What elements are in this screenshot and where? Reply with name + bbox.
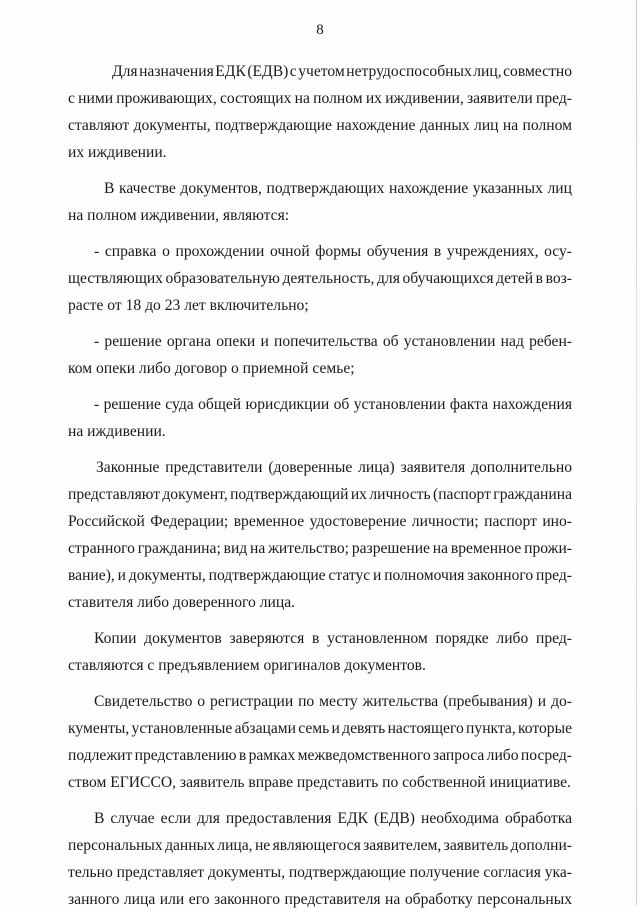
paragraph bbox=[68, 454, 572, 616]
paragraph bbox=[68, 805, 572, 913]
text-line: занного лица или его законного представителя на обработку персональных bbox=[68, 891, 572, 908]
paragraph-gap bbox=[68, 229, 572, 238]
text-line: кументы, установленные абзацами семь и девять настоящего пункта, которые bbox=[68, 720, 572, 737]
text-line: Для назначения ЕДК (ЕДВ) с учетом нетрудоспособных лиц, совместно bbox=[112, 63, 572, 80]
paragraph bbox=[68, 58, 572, 166]
text-line: ком опеки либо договор о приемной семье; bbox=[68, 360, 355, 377]
text-line: ставителя либо доверенного лица. bbox=[68, 594, 296, 611]
text-line: тельно представляет документы, подтверждающие получение согласия ука- bbox=[68, 864, 572, 881]
paragraph bbox=[68, 688, 572, 796]
page-number: 8 bbox=[316, 22, 324, 38]
paragraph bbox=[68, 175, 572, 229]
text-line: вание), и документы, подтверждающие статус и полномочия законного пред- bbox=[68, 567, 572, 584]
paragraph-gap bbox=[68, 679, 572, 688]
paragraph-gap bbox=[68, 166, 572, 175]
paragraph-gap bbox=[68, 382, 572, 391]
text-line: представляют документ, подтверждающий их личность (паспорт гражданина bbox=[68, 486, 572, 503]
text-line: на полном иждивении, являются: bbox=[68, 207, 290, 224]
text-line: Свидетельство о регистрации по месту жительства (пребывания) и до- bbox=[94, 693, 572, 710]
text-line: ставляются с предъявлением оригиналов документов. bbox=[68, 657, 426, 674]
text-line: подлежит представлению в рамках межведомственного запроса либо посред- bbox=[68, 747, 572, 764]
text-line: их иждивении. bbox=[68, 144, 167, 161]
text-line: - решение органа опеки и попечительства об установлении над ребен- bbox=[94, 333, 572, 350]
text-line: ством ЕГИССО, заявитель вправе представить по собственной инициативе. bbox=[68, 774, 571, 791]
scan-edge bbox=[636, 0, 637, 905]
paragraph bbox=[68, 238, 572, 319]
paragraph bbox=[68, 391, 572, 445]
text-line: - справка о прохождении очной формы обучения в учреждениях, осу- bbox=[94, 243, 572, 260]
text-line: Копии документов заверяются в установленном порядке либо пред- bbox=[94, 630, 572, 647]
paragraph-gap bbox=[68, 445, 572, 454]
paragraph-gap bbox=[68, 616, 572, 625]
text-line: Российской Федерации; временное удостоверение личности; паспорт ино- bbox=[68, 513, 572, 530]
paragraph bbox=[68, 328, 572, 382]
text-line: странного гражданина; вид на жительство; разрешение на временное прожи- bbox=[68, 540, 572, 557]
document-body bbox=[68, 58, 572, 913]
text-line: В качестве документов, подтверждающих нахождение указанных лиц bbox=[104, 180, 572, 197]
paragraph bbox=[68, 625, 572, 679]
text-line: - решение суда общей юрисдикции об установлении факта нахождения bbox=[94, 396, 572, 413]
paragraph-gap bbox=[68, 796, 572, 805]
text-line: Законные представители (доверенные лица) заявителя дополнительно bbox=[96, 459, 572, 476]
text-line: ставляют документы, подтверждающие нахождение данных лиц на полном bbox=[68, 117, 572, 134]
text-line: расте от 18 до 23 лет включительно; bbox=[68, 297, 309, 314]
text-line: В случае если для предоставления ЕДК (ЕДВ) необходима обработка bbox=[94, 810, 572, 827]
paragraph-gap bbox=[68, 319, 572, 328]
text-line: на иждивении. bbox=[68, 423, 166, 440]
text-line: ществляющих образовательную деятельность, для обучающихся детей в воз- bbox=[68, 270, 572, 287]
text-line: с ними проживающих, состоящих на полном их иждивении, заявители пред- bbox=[68, 90, 572, 107]
text-line: персональных данных лица, не являющегося заявителем, заявитель дополни- bbox=[68, 837, 572, 854]
